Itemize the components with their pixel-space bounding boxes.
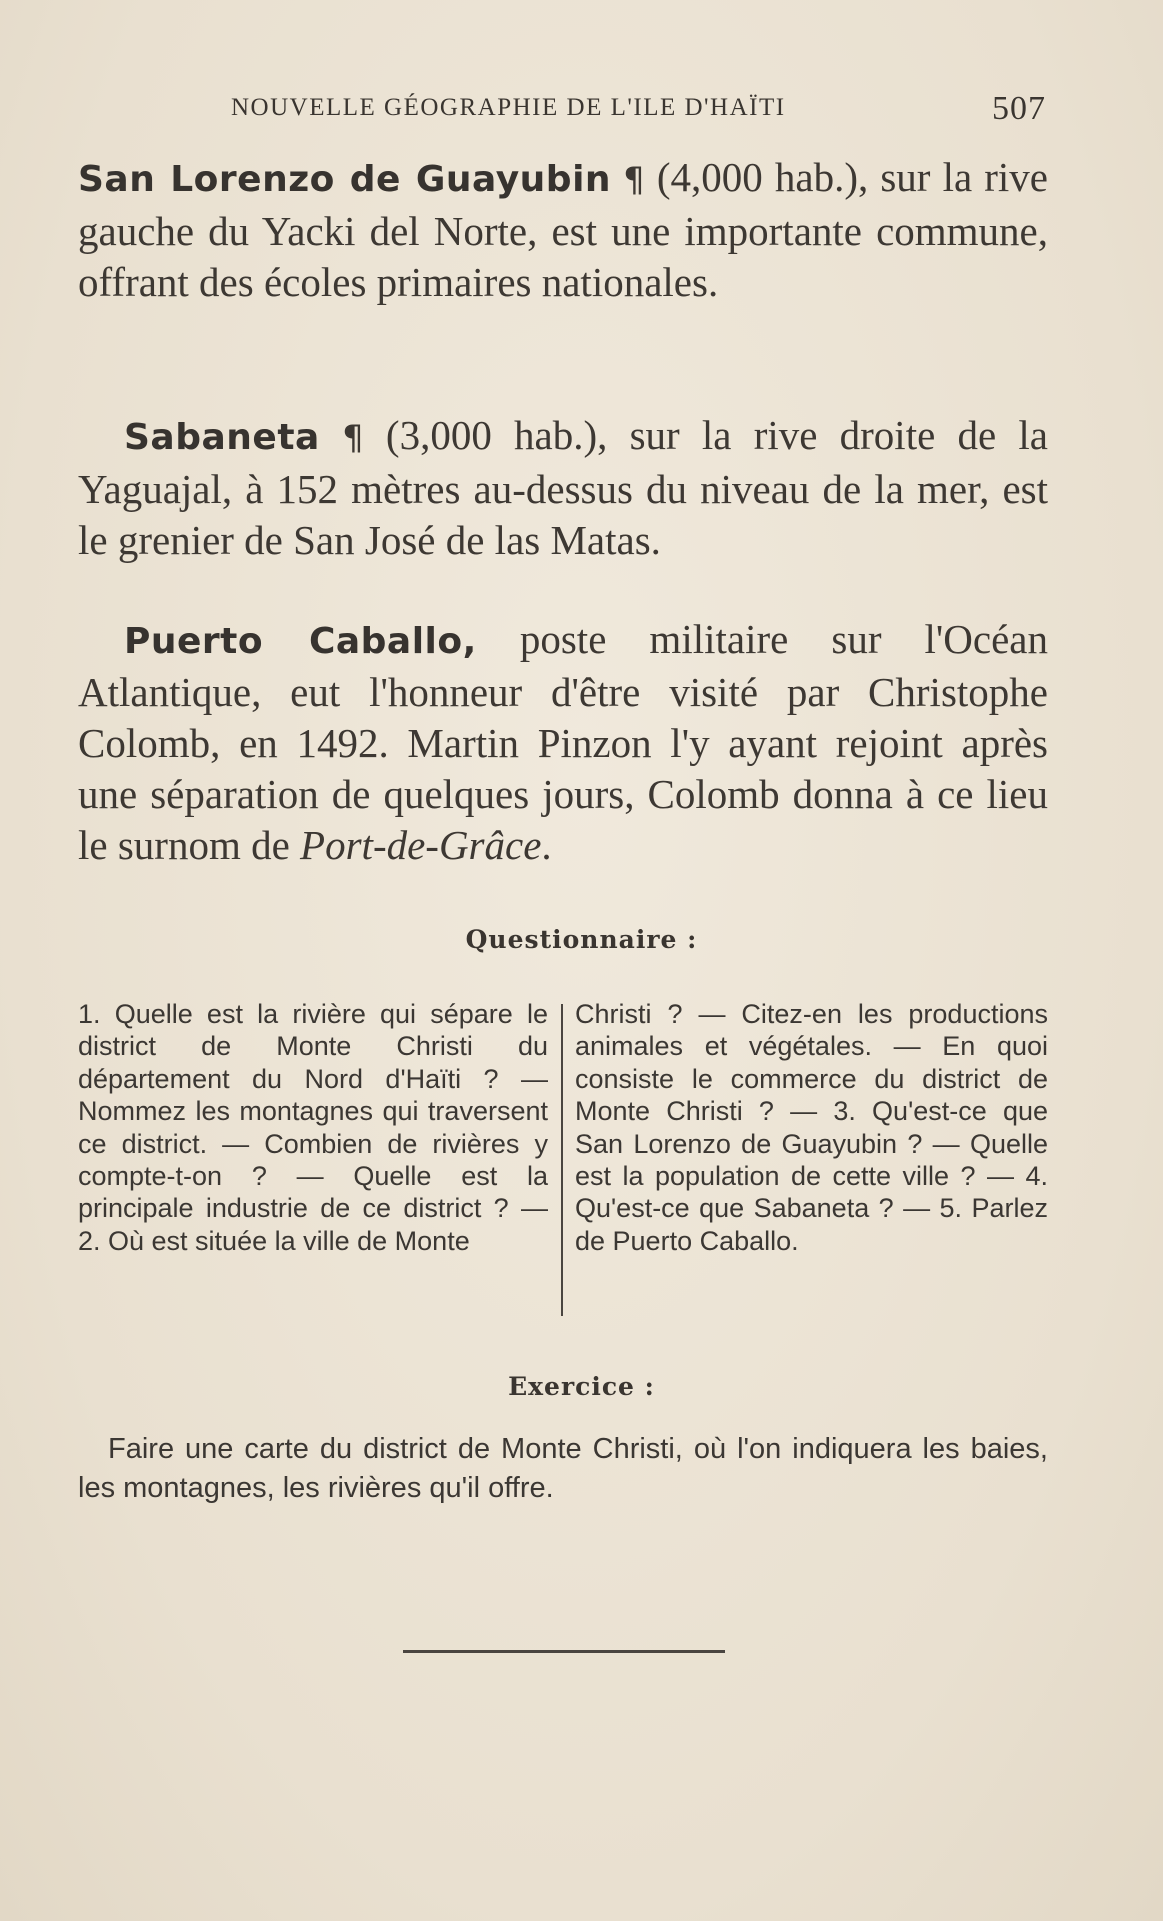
column-divider: [561, 1004, 563, 1316]
paragraph-text: (4,000 hab.), sur la rive gauche du Yacki del Norte, est une importante commune, offrant des écoles primaires nationales.: [78, 154, 1048, 305]
exercise-heading: Exercice :: [508, 1372, 655, 1401]
running-title: NOUVELLE GÉOGRAPHIE DE L'ILE D'HAÏTI: [231, 94, 786, 121]
place-name-sabaneta: Sabaneta: [124, 417, 320, 458]
italic-nickname: Port-de-Grâce: [300, 822, 542, 868]
paragraph-end: .: [541, 822, 552, 868]
paragraph-puerto-caballo: [78, 614, 1048, 871]
place-name-puerto-caballo: Puerto Caballo,: [124, 621, 477, 662]
paragraph-mark-icon: ¶: [342, 418, 364, 458]
paragraph-sabaneta: [78, 410, 1048, 566]
paragraph-san-lorenzo: [78, 152, 1048, 308]
paragraph-text: (3,000 hab.), sur la rive droite de la Yaguajal, à 152 mètres au-dessus du niveau de la mer, est le grenier de San José de las Matas.: [78, 412, 1048, 563]
end-rule: [403, 1650, 725, 1653]
questionnaire-heading: Questionnaire :: [465, 925, 698, 954]
running-head: [226, 90, 1046, 130]
questionnaire-left-column: 1. Quelle est la rivière qui sépare le district de Monte Christi du département du Nord d'Haïti ? — Nommez les montagnes qui traversent ce district. — Combien de rivières y compte-t-on ? — Quelle est la principale industrie de ce district ? — 2. Où est située la ville de Monte: [78, 999, 548, 1256]
paragraph-mark-icon: ¶: [623, 160, 645, 200]
paragraph-text: poste militaire sur l'Océan Atlantique, eut l'honneur d'être visité par Christophe Colomb, en 1492. Martin Pinzon l'y ayant rejoint après une séparation de quelques jours, Colomb donna à ce lieu le surnom de: [78, 616, 1048, 868]
questionnaire-right-column: Christi ? — Citez-en les productions animales et végétales. — En quoi consiste le commerce du district de Monte Christi ? — 3. Qu'est-ce que San Lorenzo de Guayubin ? — Quelle est la population de cette ville ? — 4. Qu'est-ce que Sabaneta ? — 5. Parlez de Puerto Caballo.: [575, 999, 1048, 1256]
exercise-text: Faire une carte du district de Monte Christi, où l'on indiquera les baies, les montagnes, les rivières qu'il offre.: [78, 1433, 1048, 1504]
place-name-san-lorenzo: San Lorenzo de Guayubin: [78, 159, 612, 200]
page-number: 507: [992, 90, 1046, 127]
questionnaire-columns: [78, 998, 1048, 1320]
